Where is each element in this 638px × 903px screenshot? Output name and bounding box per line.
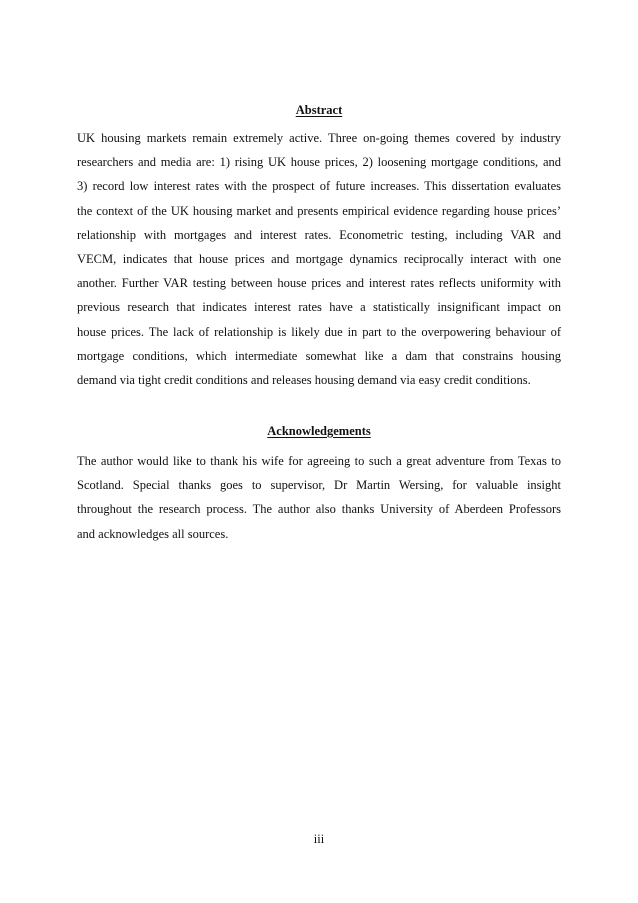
- acknowledgements-line: Scotland. Special thanks goes to supervisor, Dr Martin Wersing, for valuable insight: [77, 478, 561, 493]
- abstract-line: researchers and media are: 1) rising UK house prices, 2) loosening mortgage conditions, and: [77, 155, 561, 170]
- abstract-line: previous research that indicates interest rates have a statistically insignificant impact on: [77, 300, 561, 315]
- abstract-line: 3) record low interest rates with the prospect of future increases. This dissertation evaluates: [77, 179, 561, 194]
- abstract-heading: Abstract: [295, 103, 343, 117]
- abstract-paragraph: [77, 126, 561, 392]
- abstract-line: VECM, indicates that house prices and mortgage dynamics reciprocally interact with one: [77, 252, 561, 267]
- abstract-line: UK housing markets remain extremely active. Three on-going themes covered by industry: [77, 131, 561, 145]
- acknowledgements-heading: Acknowledgements: [267, 424, 371, 438]
- abstract-line: another. Further VAR testing between house prices and interest rates reflects uniformity with: [77, 276, 561, 291]
- abstract-line: house prices. The lack of relationship is likely due in part to the overpowering behaviour of: [77, 324, 561, 339]
- abstract-line: the context of the UK housing market and presents empirical evidence regarding house prices’: [77, 203, 561, 218]
- abstract-line: demand via tight credit conditions and releases housing demand via easy credit conditions.: [77, 373, 531, 388]
- abstract-line: mortgage conditions, which intermediate somewhat like a dam that constrains housing: [77, 348, 561, 363]
- abstract-line: relationship with mortgages and interest rates. Econometric testing, including VAR and: [77, 227, 561, 242]
- page-number: iii: [313, 832, 325, 846]
- acknowledgements-paragraph: [77, 449, 561, 546]
- acknowledgements-line: throughout the research process. The author also thanks University of Aberdeen Professors: [77, 502, 561, 517]
- acknowledgements-line: The author would like to thank his wife for agreeing to such a great adventure from Texas to: [77, 454, 561, 468]
- acknowledgements-line: and acknowledges all sources.: [77, 526, 229, 541]
